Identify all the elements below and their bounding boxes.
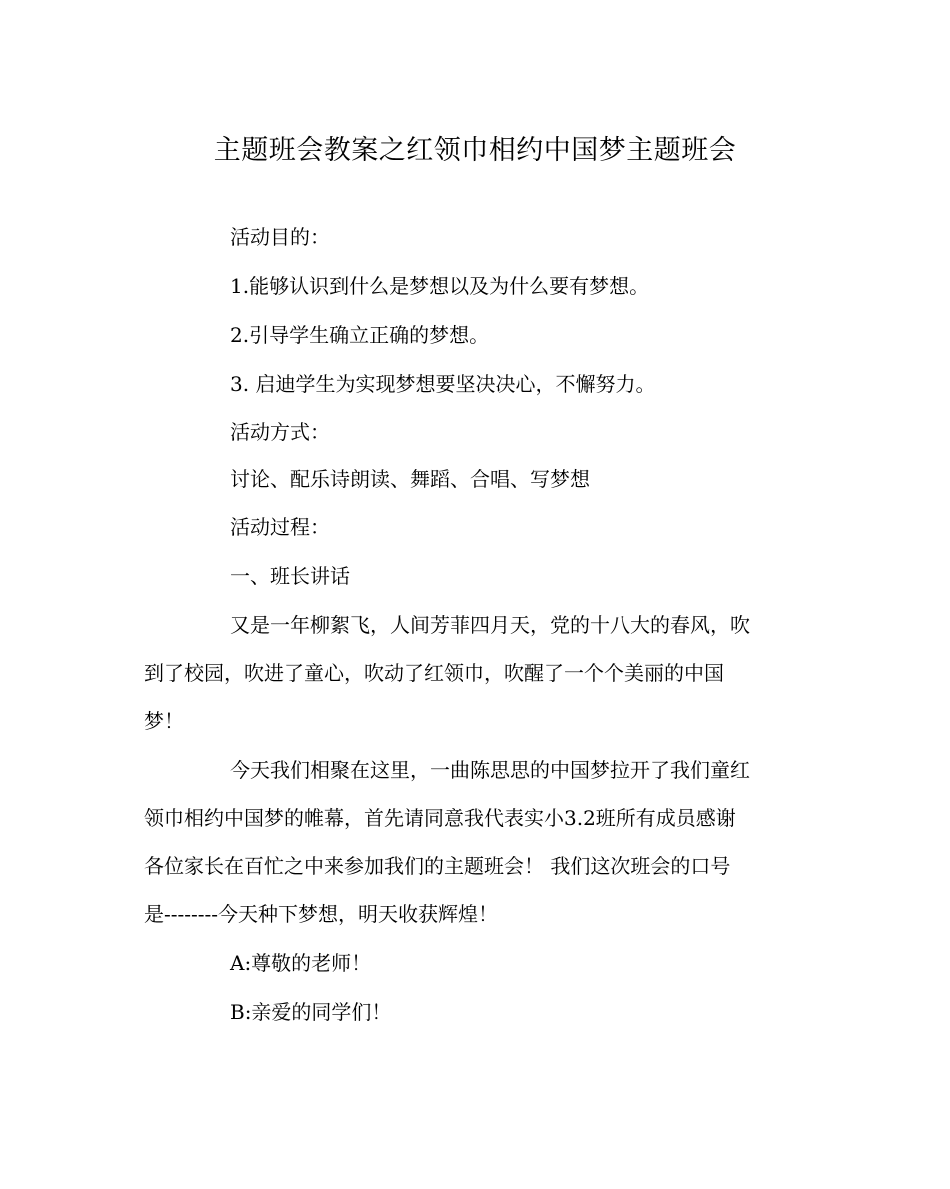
paragraph-line: 到了校园，吹进了童心，吹动了红领巾，吹醒了一个个美丽的中国 [144, 661, 724, 685]
goal-item-1: 1.能够认识到什么是梦想以及为什么要有梦想。 [230, 274, 650, 298]
paragraph-line: 梦！ [144, 709, 184, 733]
paragraph-line: 各位家长在百忙之中来参加我们的主题班会！ 我们这次班会的口号 [144, 854, 731, 878]
section-heading-methods: 活动方式： [230, 420, 330, 444]
document-title: 主题班会教案之红领巾相约中国梦主题班会 [213, 135, 737, 166]
paragraph-line: 领巾相约中国梦的帷幕，首先请同意我代表实小3.2班所有成员感谢 [144, 806, 736, 830]
paragraph-line: 今天我们相聚在这里，一曲陈思思的中国梦拉开了我们童红 [230, 758, 750, 782]
dialogue-line-a: A:尊敬的老师！ [230, 951, 372, 975]
goal-item-3: 3. 启迪学生为实现梦想要坚决决心，不懈努力。 [230, 372, 656, 396]
dialogue-line-b: B:亲爱的同学们！ [230, 1000, 392, 1024]
section-heading-process: 活动过程： [230, 515, 330, 539]
paragraph-line: 是--------今天种下梦想，明天收获辉煌！ [144, 902, 499, 926]
paragraph-line: 又是一年柳絮飞，人间芳菲四月天，党的十八大的春风，吹 [230, 613, 750, 637]
subheading-monitor-speech: 一、班长讲话 [230, 564, 350, 588]
methods-text: 讨论、配乐诗朗读、舞蹈、合唱、写梦想 [230, 467, 590, 491]
goal-item-2: 2.引导学生确立正确的梦想。 [230, 323, 490, 347]
section-heading-goals: 活动目的： [230, 225, 330, 249]
